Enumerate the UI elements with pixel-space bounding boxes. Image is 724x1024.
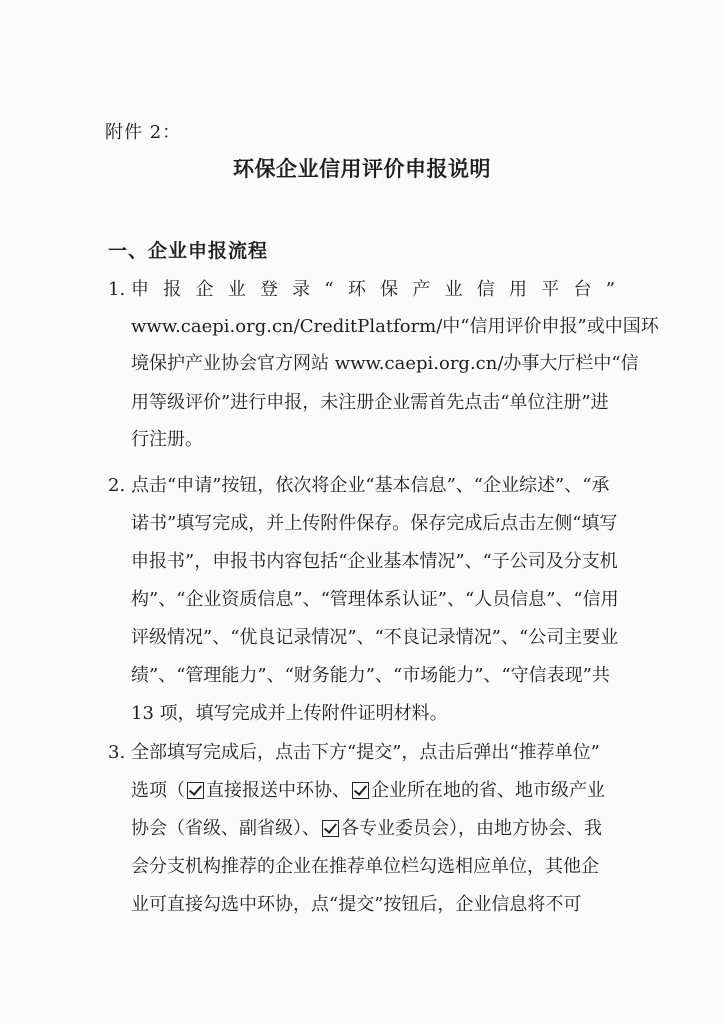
item-number-2: 2. (108, 475, 126, 496)
lead-char: 平 (541, 279, 560, 300)
attachment-label: 附件 2： (105, 122, 182, 143)
option-committees: 各专业委员会），由地方协会、我 (341, 818, 602, 839)
lead-char: 保 (380, 279, 399, 300)
options-prefix: 选项（ (131, 780, 185, 801)
item-2-line-3: 申报书”，申报书内容包括“企业基本情况”、“子公司及分支机 (131, 551, 618, 572)
item-3-line-1: 全部填写完成后，点击下方“提交”，点击后弹出“推荐单位” (131, 742, 600, 763)
lead-char: 用 (509, 279, 528, 300)
item-2-line-7: 13 项，填写完成并上传附件证明材料。 (131, 703, 448, 724)
lead-char: 业 (227, 279, 246, 300)
item-3-line-2 (131, 779, 605, 803)
lead-char: 登 (259, 279, 278, 300)
lead-char: 环 (347, 279, 366, 300)
option-local-association: 企业所在地的省、地市级产业 (371, 780, 605, 801)
item-1-line-3: 用等级评价”进行申报，未注册企业需首先点击“单位注册”进 (131, 392, 609, 413)
lead-char: 报 (163, 279, 182, 300)
item-2-line-1: 点击“申请”按钮，依次将企业“基本信息”、“企业综述”、“承 (131, 475, 610, 496)
lead-char: 企 (195, 279, 214, 300)
lead-char: “ (324, 279, 334, 300)
checkbox-checked-icon (322, 820, 339, 837)
item-2-line-4: 构”、“企业资质信息”、“管理体系认证”、“人员信息”、“信用 (131, 589, 619, 610)
lead-char: 录 (292, 279, 311, 300)
option-direct-report: 直接报送中环协、 (206, 780, 350, 801)
lead-char: ” (605, 279, 615, 300)
item-3-line-4: 会分支机构推荐的企业在推荐单位栏勾选相应单位，其他企 (131, 856, 599, 877)
item-1-line-2: 境保护产业协会官方网站 www.caepi.org.cn/办事大厅栏中“信 (131, 353, 639, 374)
item-2-line-2: 诺书”填写完成，并上传附件保存。保存完成后点击左侧“填写 (131, 513, 618, 534)
item-number-1: 1. (108, 279, 126, 300)
item-number-3: 3. (108, 742, 126, 763)
lead-char: 业 (444, 279, 463, 300)
item-1-lead-line (131, 278, 615, 302)
item-2-line-6: 绩”、“管理能力”、“财务能力”、“市场能力”、“守信表现”共 (131, 665, 610, 686)
section-heading: 一、企业申报流程 (108, 240, 269, 262)
document-title: 环保企业信用评价申报说明 (233, 157, 491, 181)
item-2-line-5: 评级情况”、“优良记录情况”、“不良记录情况”、“公司主要业 (131, 627, 619, 648)
lead-char: 申 (131, 279, 149, 300)
checkbox-checked-icon (187, 782, 204, 799)
lead-char: 信 (476, 279, 495, 300)
item-3-line-5: 业可直接勾选中环协，点“提交”按钮后，企业信息将不可 (131, 894, 582, 915)
lead-char: 台 (573, 279, 592, 300)
checkbox-checked-icon (352, 782, 369, 799)
item-1-line-4: 行注册。 (131, 429, 203, 450)
item-1-line-1: www.caepi.org.cn/CreditPlatform/中“信用评价申报”或中国环 (131, 316, 659, 337)
lead-char: 产 (412, 279, 431, 300)
item-3-line-3 (131, 817, 602, 841)
option-association-level: 协会（省级、副省级）、 (131, 818, 320, 839)
